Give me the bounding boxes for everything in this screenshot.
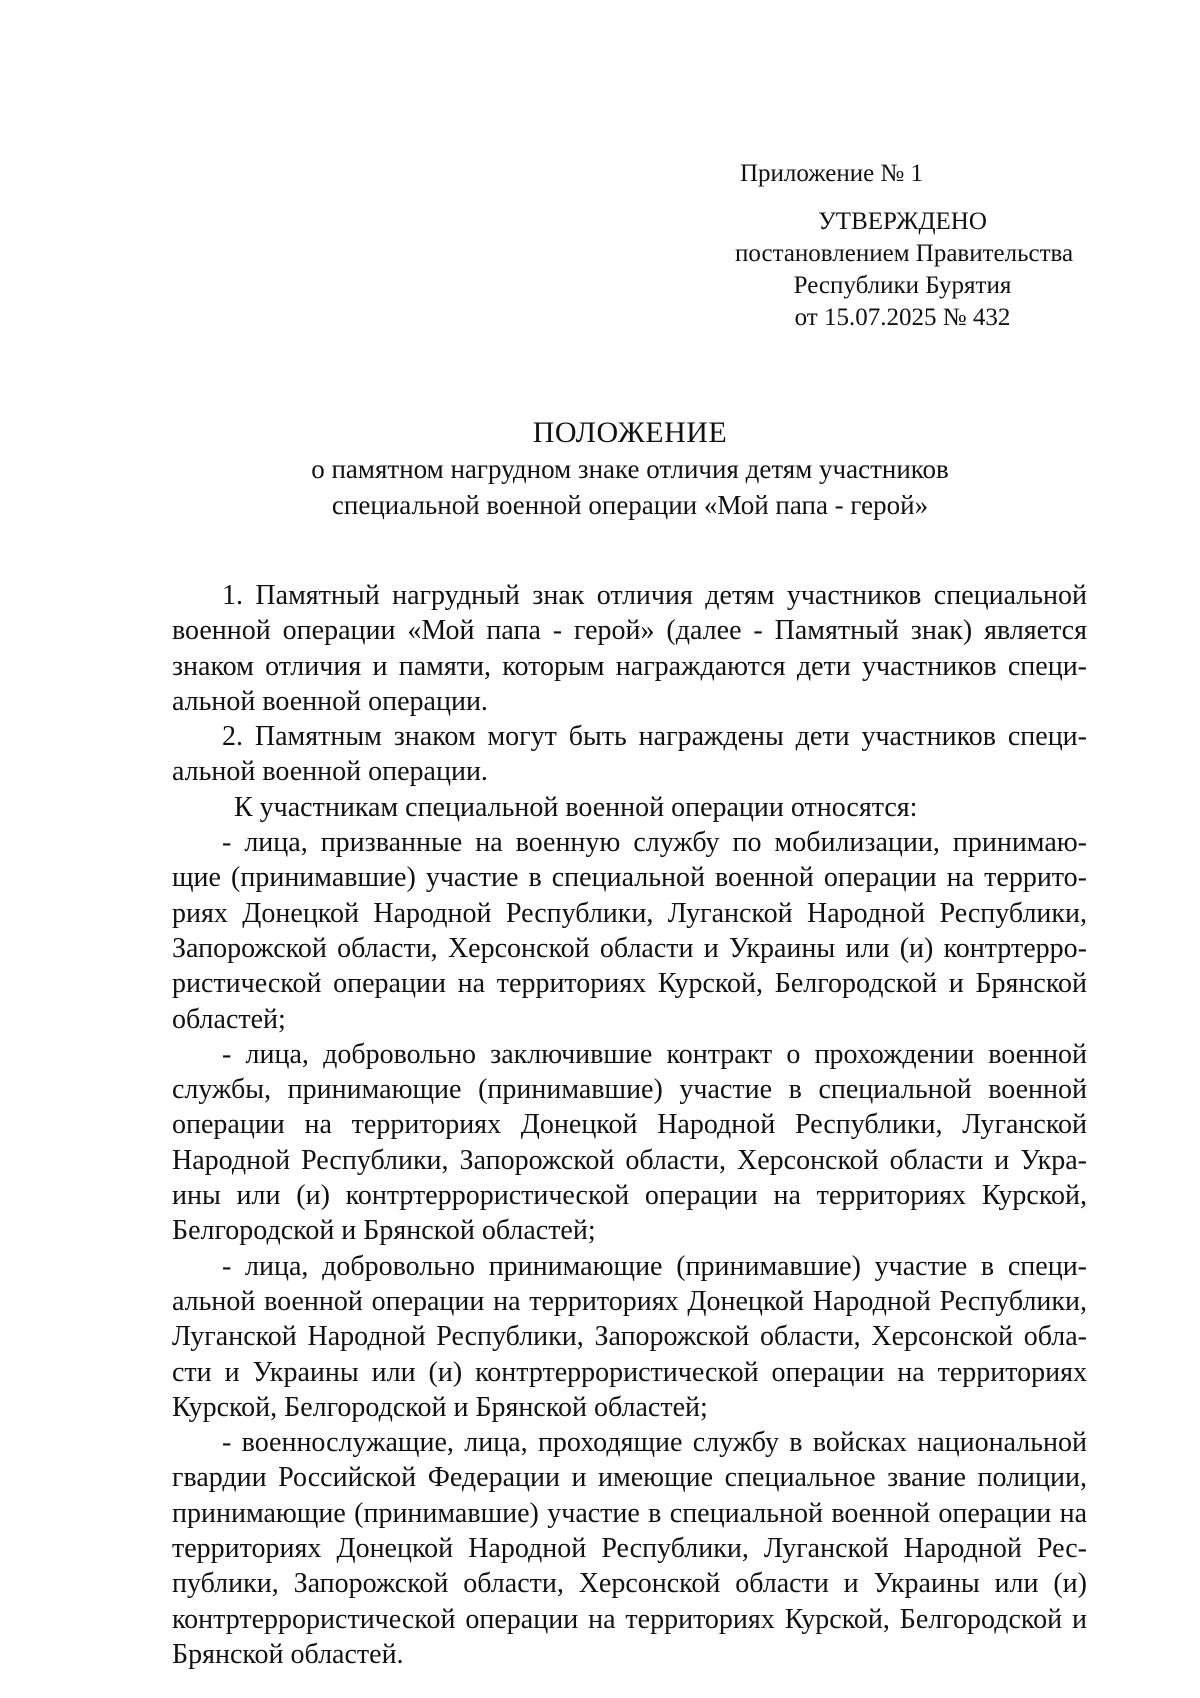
- paragraph-line: службы, принимающие (принимавшие) участие в специальной военной: [172, 1074, 1087, 1106]
- paragraph-line: контртеррористической операции на территориях Курской, Белгородской и: [172, 1603, 1087, 1635]
- approval-issuer: постановлением Правительства: [735, 240, 1074, 267]
- appendix-label: Приложение № 1: [740, 160, 924, 187]
- paragraph-line: Запорожской области, Херсонской области и Украины или (и) контртерро-: [172, 932, 1087, 964]
- paragraph-line: публики, Запорожской области, Херсонской области и Украины или (и): [172, 1568, 1087, 1600]
- list-item-volunteers: [172, 1249, 1087, 1425]
- document-title: [170, 415, 1090, 523]
- paragraph-line: ины или (и) контртеррористической операции на территориях Курской,: [172, 1180, 1087, 1212]
- paragraph-2: [172, 719, 1087, 790]
- paragraph-line: - военнослужащие, лица, проходящие службу в войсках национальной: [222, 1427, 1087, 1459]
- approval-stamp: [735, 206, 1074, 334]
- paragraph-line: принимающие (принимавшие) участие в специальной военной операции на: [172, 1497, 1087, 1529]
- paragraph-participants-intro: [172, 790, 1087, 825]
- paragraph-1: [172, 578, 1087, 719]
- paragraph-line: К участникам специальной военной операции относятся:: [234, 791, 918, 823]
- paragraph-line: - лица, добровольно принимающие (принимавшие) участие в специ-: [222, 1250, 1087, 1282]
- paragraph-line: щие (принимавшие) участие в специальной военной операции на террито-: [172, 862, 1087, 894]
- paragraph-line: Курской, Белгородской и Брянской областей;: [172, 1391, 708, 1423]
- paragraph-line: 1. Памятный нагрудный знак отличия детям участников специальной: [222, 580, 1087, 611]
- paragraph-line: военной операции «Мой папа - герой» (далее - Памятный знак) является: [172, 615, 1087, 647]
- paragraph-line: - лица, призванные на военную службу по мобилизации, принимаю-: [222, 827, 1087, 859]
- paragraph-line: 2. Памятным знаком могут быть награждены дети участников специ-: [222, 721, 1087, 753]
- approval-region: Республики Бурятия: [793, 272, 1012, 299]
- paragraph-line: Белгородской и Брянской областей;: [172, 1215, 596, 1247]
- title-subtitle-line-2: специальной военной операции «Мой папа - герой»: [331, 490, 929, 520]
- paragraph-line: областей;: [172, 1003, 286, 1035]
- document-body: [172, 578, 1087, 1672]
- paragraph-line: сти и Украины или (и) контртеррористической операции на территориях: [172, 1356, 1087, 1388]
- title-main: ПОЛОЖЕНИЕ: [532, 416, 728, 449]
- paragraph-line: риях Донецкой Народной Республики, Луганской Народной Республики,: [172, 897, 1087, 929]
- paragraph-line: альной военной операции.: [172, 685, 488, 717]
- paragraph-line: Народной Республики, Запорожской области, Херсонской области и Укра-: [172, 1144, 1087, 1176]
- paragraph-line: Брянской областей.: [172, 1638, 404, 1670]
- paragraph-line: - лица, добровольно заключившие контракт о прохождении военной: [222, 1038, 1087, 1070]
- list-item-mobilized: [172, 825, 1087, 1037]
- approval-title: УТВЕРЖДЕНО: [818, 208, 987, 235]
- approval-date-number: от 15.07.2025 № 432: [794, 304, 1011, 331]
- paragraph-line: ристической операции на территориях Курской, Белгородской и Брянской: [172, 968, 1087, 1000]
- paragraph-line: альной военной операции на территориях Донецкой Народной Республики,: [172, 1285, 1087, 1317]
- list-item-contract: [172, 1037, 1087, 1249]
- title-subtitle-line-1: о памятном нагрудном знаке отличия детям участников: [311, 454, 949, 484]
- paragraph-line: знаком отличия и памяти, которым награждаются дети участников специ-: [172, 650, 1087, 682]
- paragraph-line: альной военной операции.: [172, 756, 488, 788]
- paragraph-line: Луганской Народной Республики, Запорожской области, Херсонской обла-: [172, 1321, 1087, 1353]
- paragraph-line: территориях Донецкой Народной Республики, Луганской Народной Рес-: [172, 1533, 1087, 1565]
- paragraph-line: гвардии Российской Федерации и имеющие специальное звание полиции,: [172, 1462, 1087, 1494]
- list-item-national-guard: [172, 1425, 1087, 1672]
- paragraph-line: операции на территориях Донецкой Народной Республики, Луганской: [172, 1109, 1087, 1141]
